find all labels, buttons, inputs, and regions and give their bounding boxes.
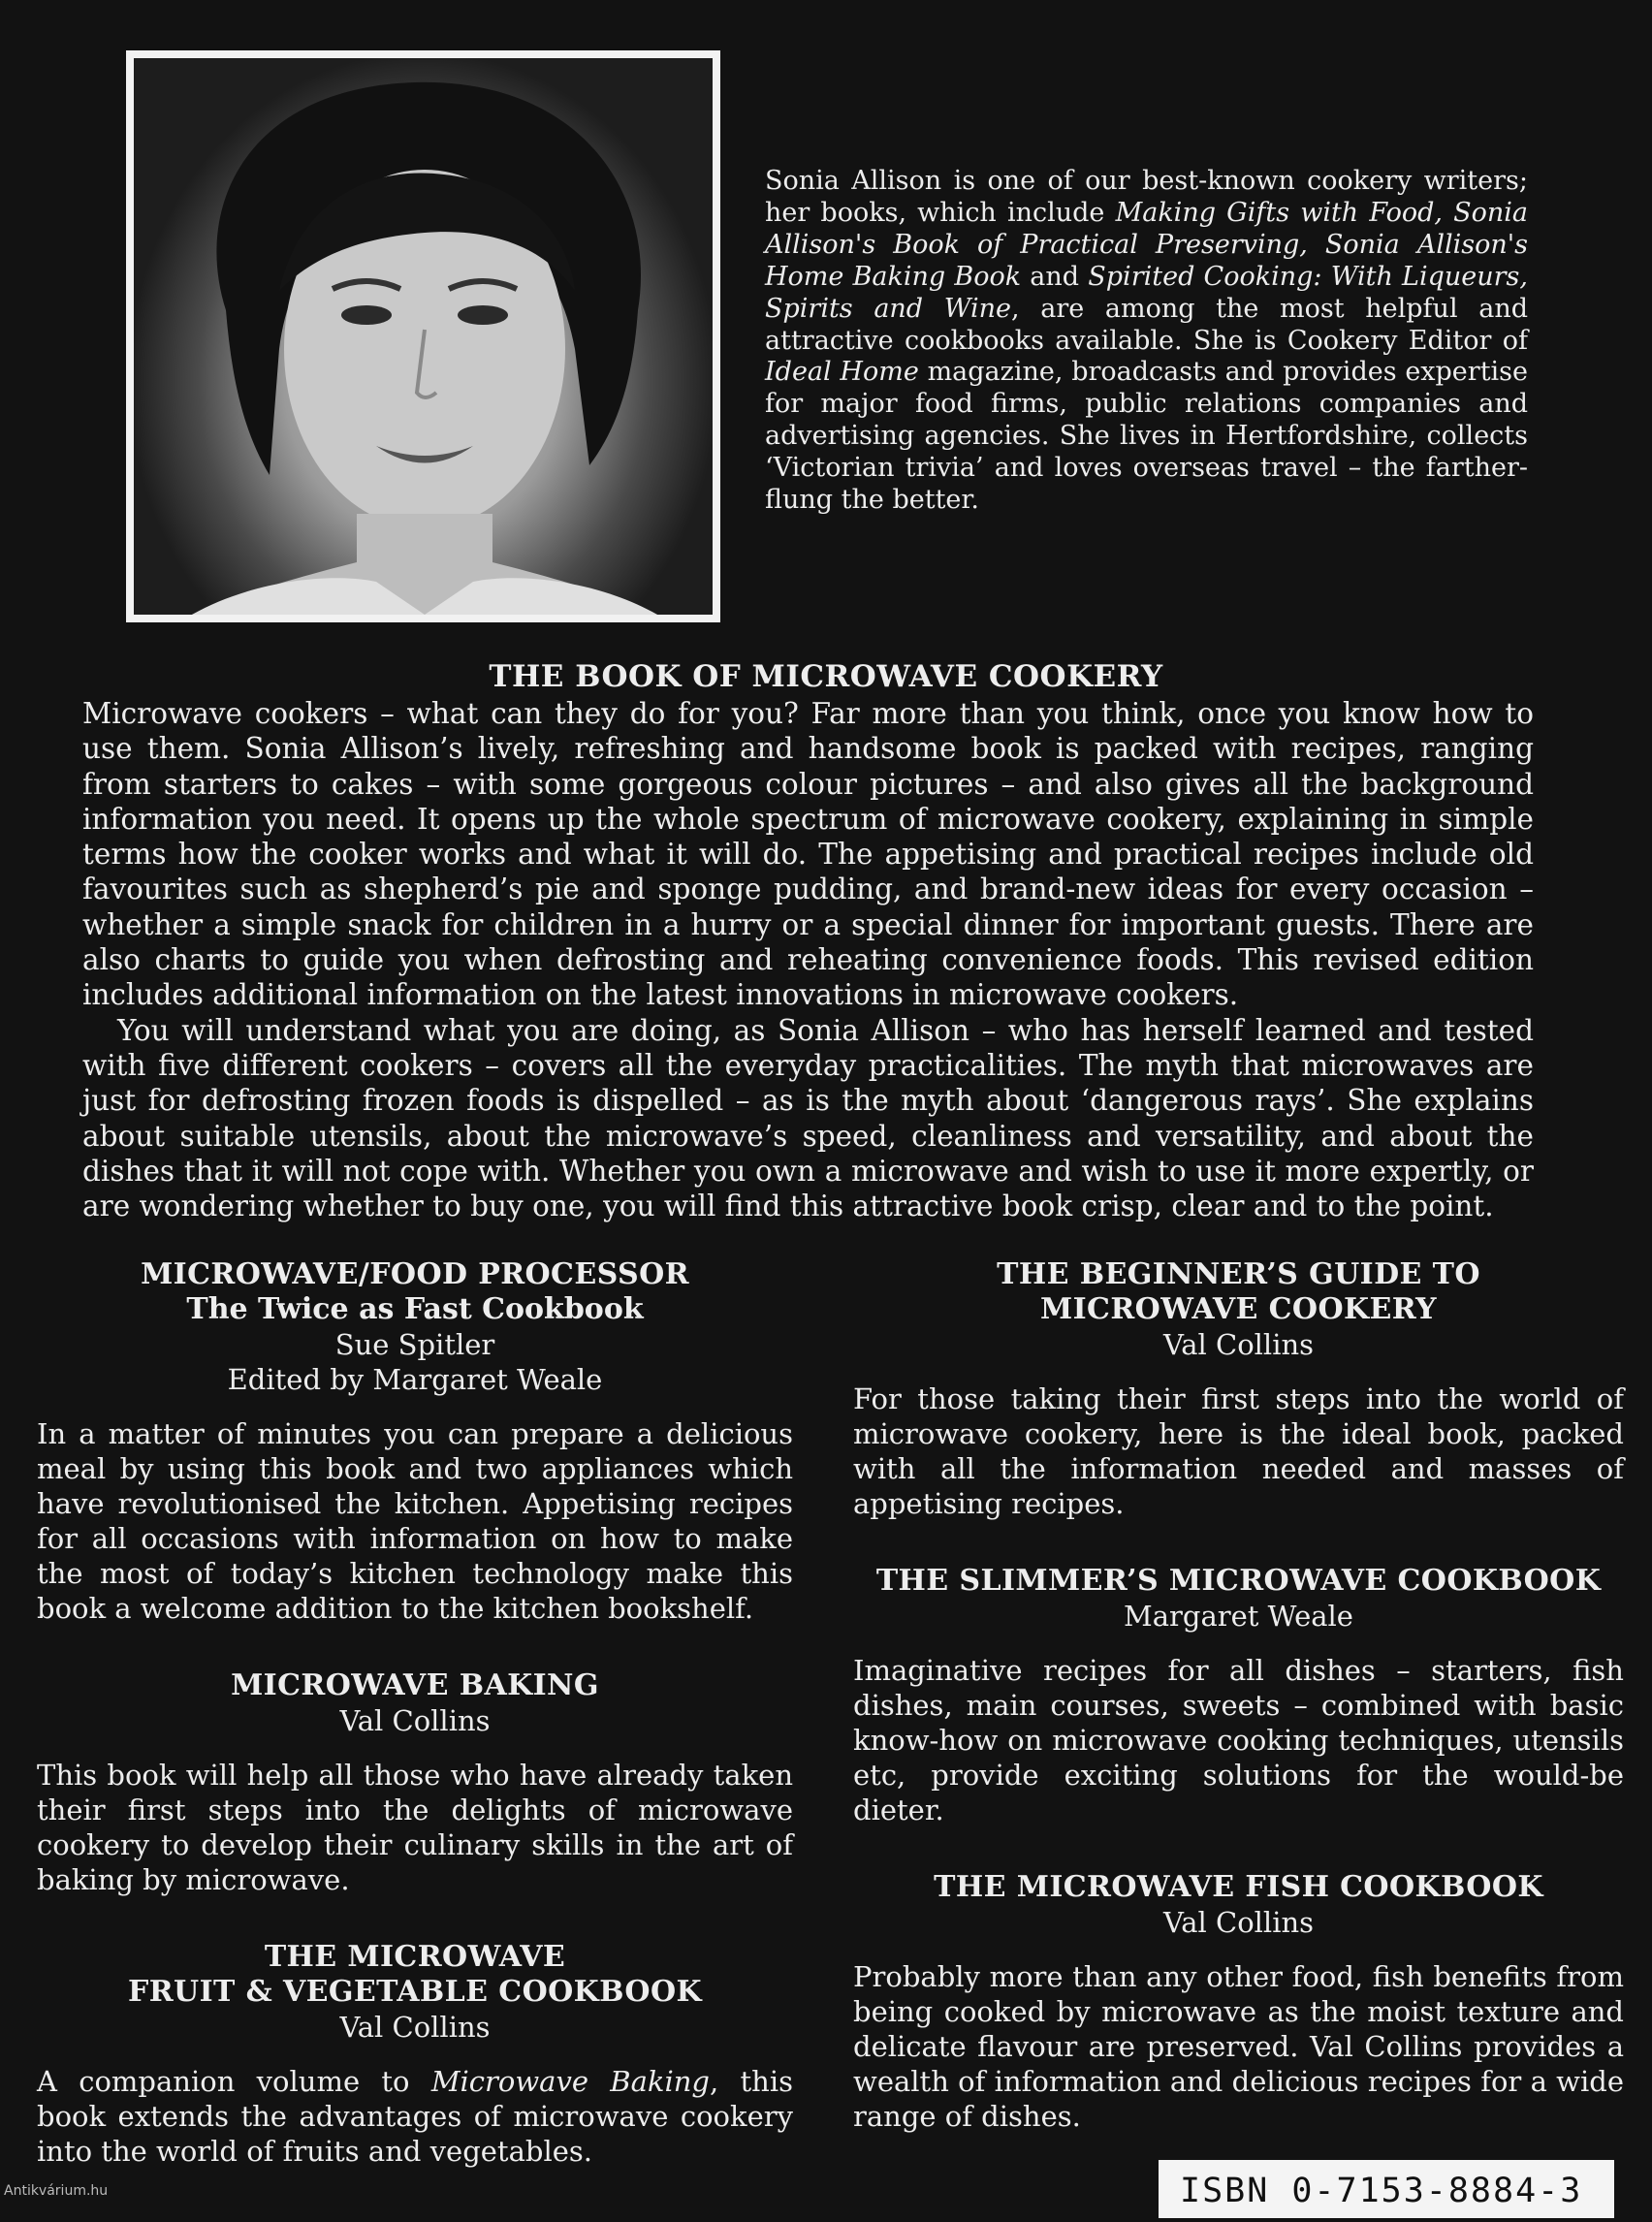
book-title: THE BEGINNER’S GUIDE TO MICROWAVE COOKERY <box>997 1257 1480 1326</box>
book-author: Sue Spitler <box>334 1328 495 1361</box>
isbn-label: ISBN 0-7153-8884-3 <box>1159 2160 1614 2218</box>
main-book-title: THE BOOK OF MICROWAVE COOKERY <box>489 659 1163 694</box>
author-bio <box>765 166 1528 517</box>
main-paragraph-1: Microwave cookers – what can they do for you? Far more than you think, once you know how to use them. Sonia Allison’s lively, refreshing and handsome book is packed with recipes, ranging from starters to cakes – with some gorgeous colour pictures – and also gives all the background information you need. It opens up the whole spectrum of microwave cookery, explaining in simple terms how the cooker works and what it will do. The appetising and practical recipes include old favourites such as shepherd’s pie and sponge pudding, and brand-new ideas for every occasion – whether a simple snack for children in a hurry or a special dinner for important guests. There are also charts to guide you when defrosting and reheating convenience foods. This revised edition includes additional information on the latest innovations in microwave cookers. <box>82 697 1534 1012</box>
main-book-description <box>82 696 1534 1223</box>
book-editor: Edited by Margaret Weale <box>227 1363 603 1396</box>
author-portrait <box>134 58 713 615</box>
book-title: MICROWAVE BAKING <box>231 1668 599 1702</box>
italic-title: Spirited Cooking: With Liqueurs, Spirits and Wine <box>765 261 1528 324</box>
book-entry-header <box>853 1564 1624 1634</box>
book-author: Val Collins <box>1162 1906 1315 1939</box>
book-entry-header <box>37 1940 793 2045</box>
book-description <box>853 1653 1624 1827</box>
text-run: magazine, broadcasts and provides expertise for major food firms, public relations companies and advertising agencies. She lives in Hertfordshire, collects ‘Victorian trivia’ and loves overseas travel – the farther-flung the better. <box>765 357 1529 516</box>
italic-title: Microwave Baking <box>430 2065 710 2098</box>
book-entry-header <box>853 1257 1624 1362</box>
text-run: This book will help all those who have already taken their first steps into the delights of microwave cookery to develop their culinary skills in the art of baking by microwave. <box>37 1759 793 1896</box>
book-title: THE SLIMMER’S MICROWAVE COOKBOOK <box>875 1564 1602 1598</box>
book-subtitle: The Twice as Fast Cookbook <box>186 1292 644 1326</box>
book-description <box>853 1381 1624 1521</box>
book-entry <box>37 1940 793 2169</box>
text-run: A companion volume to <box>37 2065 431 2098</box>
book-title: MICROWAVE/FOOD PROCESSOR <box>141 1257 689 1291</box>
book-description <box>37 1758 793 1897</box>
text-run: Imaginative recipes for all dishes – starters, fish dishes, main courses, sweets – combined with basic know-how on microwave cooking techniques, utensils etc, provide exciting solutions for the would-be dieter. <box>853 1654 1624 1826</box>
portrait-illustration <box>134 58 713 615</box>
right-column <box>853 1257 1624 2176</box>
italic-title: Ideal Home <box>765 357 919 388</box>
book-title: THE MICROWAVE FISH COOKBOOK <box>934 1870 1543 1904</box>
book-description <box>853 1959 1624 2134</box>
text-run: , this book extends the advantages of microwave cookery into the world of fruits and vegetables. <box>37 2065 793 2168</box>
text-run: , are among the most helpful and attractive cookbooks available. She is Cookery Editor of <box>765 293 1528 356</box>
book-entry <box>853 1564 1624 1827</box>
book-entry <box>853 1870 1624 2134</box>
book-entry-header <box>37 1668 793 1738</box>
book-author: Val Collins <box>1162 1328 1315 1361</box>
text-run: Sonia Allison is one of our best-known cookery writers; her books, which include <box>765 166 1528 228</box>
text-run: Probably more than any other food, fish benefits from being cooked by microwave as the moist texture and delicate flavour are preserved. Val Collins provides a wealth of information and delicious recipes for a wide range of dishes. <box>853 1960 1624 2133</box>
text-run: and <box>1021 261 1089 292</box>
author-photo <box>126 50 720 622</box>
book-description <box>37 2064 793 2169</box>
book-entry-header <box>37 1257 793 1397</box>
text-run: In a matter of minutes you can prepare a delicious meal by using this book and two appliances which have revolutionised the kitchen. Appetising recipes for all occasions with information on how to make the most of today’s kitchen technology make this book a welcome addition to the kitchen bookshelf. <box>37 1417 793 1625</box>
italic-title: Making Gifts with Food, Sonia Allison's Book of Practical Preserving, Sonia Allison's Home Baking Book <box>765 197 1529 292</box>
book-author: Val Collins <box>339 1704 491 1737</box>
main-paragraph-2: You will understand what you are doing, as Sonia Allison – who has herself learned and tested with five different cookers – covers all the everyday practicalities. The myth that microwaves are just for defrosting frozen foods is dispelled – as is the myth about ‘dangerous rays’. She explains about suitable utensils, about the microwave’s speed, cleanliness and versatility, and about the dishes that it will not cope with. Whether you own a microwave and wish to use it more expertly, or are wondering whether to buy one, you will find this attractive book crisp, clear and to the point. <box>82 1013 1534 1223</box>
book-title: THE MICROWAVE FRUIT & VEGETABLE COOKBOOK <box>128 1940 702 2009</box>
book-entry <box>37 1668 793 1897</box>
book-entry-header <box>853 1870 1624 1940</box>
book-entry <box>853 1257 1624 1521</box>
book-author: Margaret Weale <box>1124 1600 1353 1633</box>
watermark: Antikvárium.hu <box>4 2183 109 2199</box>
left-column <box>37 1257 793 2211</box>
book-author: Val Collins <box>339 2011 491 2044</box>
book-entry <box>37 1257 793 1626</box>
book-description <box>37 1416 793 1626</box>
text-run: For those taking their first steps into the world of microwave cookery, here is the ideal book, packed with all the information needed and masses of appetising recipes. <box>853 1382 1624 1520</box>
